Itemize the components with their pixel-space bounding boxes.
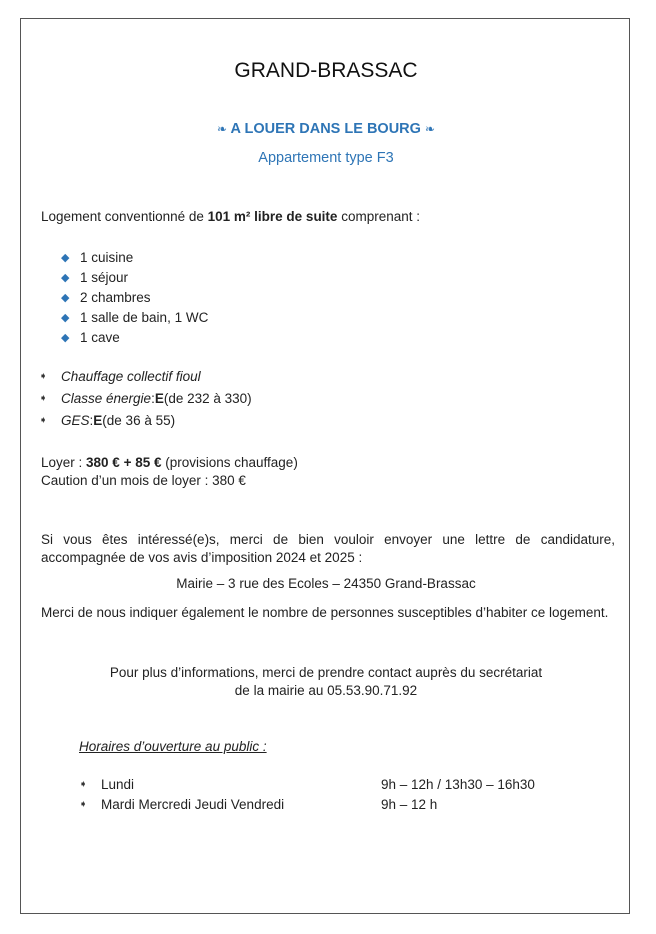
- mairie-address: Mairie – 3 rue des Ecoles – 24350 Grand-Brassac: [176, 576, 476, 591]
- hours-time: 9h – 12 h: [381, 797, 438, 812]
- page-title: GRAND-BRASSAC: [234, 59, 418, 82]
- hours-day: Lundi: [101, 777, 135, 792]
- apartment-type: Appartement type F3: [258, 150, 394, 166]
- list-item: [61, 308, 208, 328]
- hours-title: Horaires d’ouverture au public :: [79, 739, 267, 754]
- contact-info: [21, 664, 631, 700]
- arrow-bullet-icon: ➧: [39, 371, 48, 382]
- ges-range: (de 36 à 55): [102, 413, 176, 428]
- intro-line: [41, 209, 420, 224]
- arrow-bullet-icon: ➧: [79, 799, 88, 810]
- ges-sep: :: [89, 413, 94, 428]
- contact-line-2: de la mairie au 05.53.90.71.92: [234, 683, 418, 698]
- document-frame: [20, 18, 630, 914]
- list-item: [39, 388, 252, 410]
- energy-class-sep: :: [151, 391, 155, 406]
- features-list: [39, 366, 252, 432]
- intro-prefix: Logement conventionné de: [41, 209, 208, 224]
- diamond-bullet-icon: ◆: [61, 292, 70, 304]
- energy-class-label: Classe énergie: [61, 391, 152, 406]
- rent-line: [41, 455, 298, 470]
- hours-time: 9h – 12h / 13h30 – 16h30: [381, 777, 535, 792]
- intro-bold: 101 m² libre de suite: [207, 209, 338, 224]
- room-label: 1 cave: [80, 330, 120, 345]
- hours-day: Mardi Mercredi Jeudi Vendredi: [101, 797, 285, 812]
- diamond-bullet-icon: ◆: [61, 332, 70, 344]
- fleuron-left-icon: ❧: [216, 122, 228, 136]
- hours-row: [79, 797, 437, 812]
- ges-value: E: [93, 413, 103, 428]
- occupants-paragraph: Merci de nous indiquer également le nombre de personnes susceptibles d’habiter ce logement.: [41, 605, 609, 620]
- list-item: [61, 288, 208, 308]
- deposit-line: Caution d’un mois de loyer : 380 €: [41, 473, 246, 488]
- list-item: [39, 410, 252, 432]
- arrow-bullet-icon: ➧: [79, 779, 88, 790]
- room-label: 1 salle de bain, 1 WC: [80, 310, 209, 325]
- diamond-bullet-icon: ◆: [61, 272, 70, 284]
- arrow-bullet-icon: ➧: [39, 415, 48, 426]
- room-label: 2 chambres: [80, 290, 151, 305]
- ges-label: GES: [61, 413, 90, 428]
- list-item: [39, 366, 252, 388]
- rooms-list: [61, 248, 208, 348]
- arrow-bullet-icon: ➧: [39, 393, 48, 404]
- energy-class-range: (de 232 à 330): [163, 391, 252, 406]
- list-item: [61, 268, 208, 288]
- rental-heading-text: A LOUER DANS LE BOURG: [230, 121, 421, 137]
- intro-suffix: comprenant :: [337, 209, 420, 224]
- fleuron-right-icon: ❧: [424, 122, 436, 136]
- room-label: 1 séjour: [80, 270, 129, 285]
- diamond-bullet-icon: ◆: [61, 252, 70, 264]
- list-item: [61, 248, 208, 268]
- application-paragraph: Si vous êtes intéressé(e)s, merci de bien vouloir envoyer une lettre de candidature, accompagnée de vos avis d’imposition 2024 et 2025 :: [41, 532, 615, 565]
- rent-amount: 380 € + 85 €: [86, 455, 162, 470]
- rent-label: Loyer :: [41, 455, 87, 470]
- contact-line-1: Pour plus d’informations, merci de prendre contact auprès du secrétariat: [109, 665, 543, 680]
- rent-note: (provisions chauffage): [161, 455, 298, 470]
- hours-row: [79, 777, 535, 792]
- energy-class-value: E: [154, 391, 164, 406]
- diamond-bullet-icon: ◆: [61, 312, 70, 324]
- rental-heading: [21, 121, 631, 137]
- list-item: [61, 328, 208, 348]
- heating-label: Chauffage collectif fioul: [61, 369, 201, 384]
- room-label: 1 cuisine: [80, 250, 134, 265]
